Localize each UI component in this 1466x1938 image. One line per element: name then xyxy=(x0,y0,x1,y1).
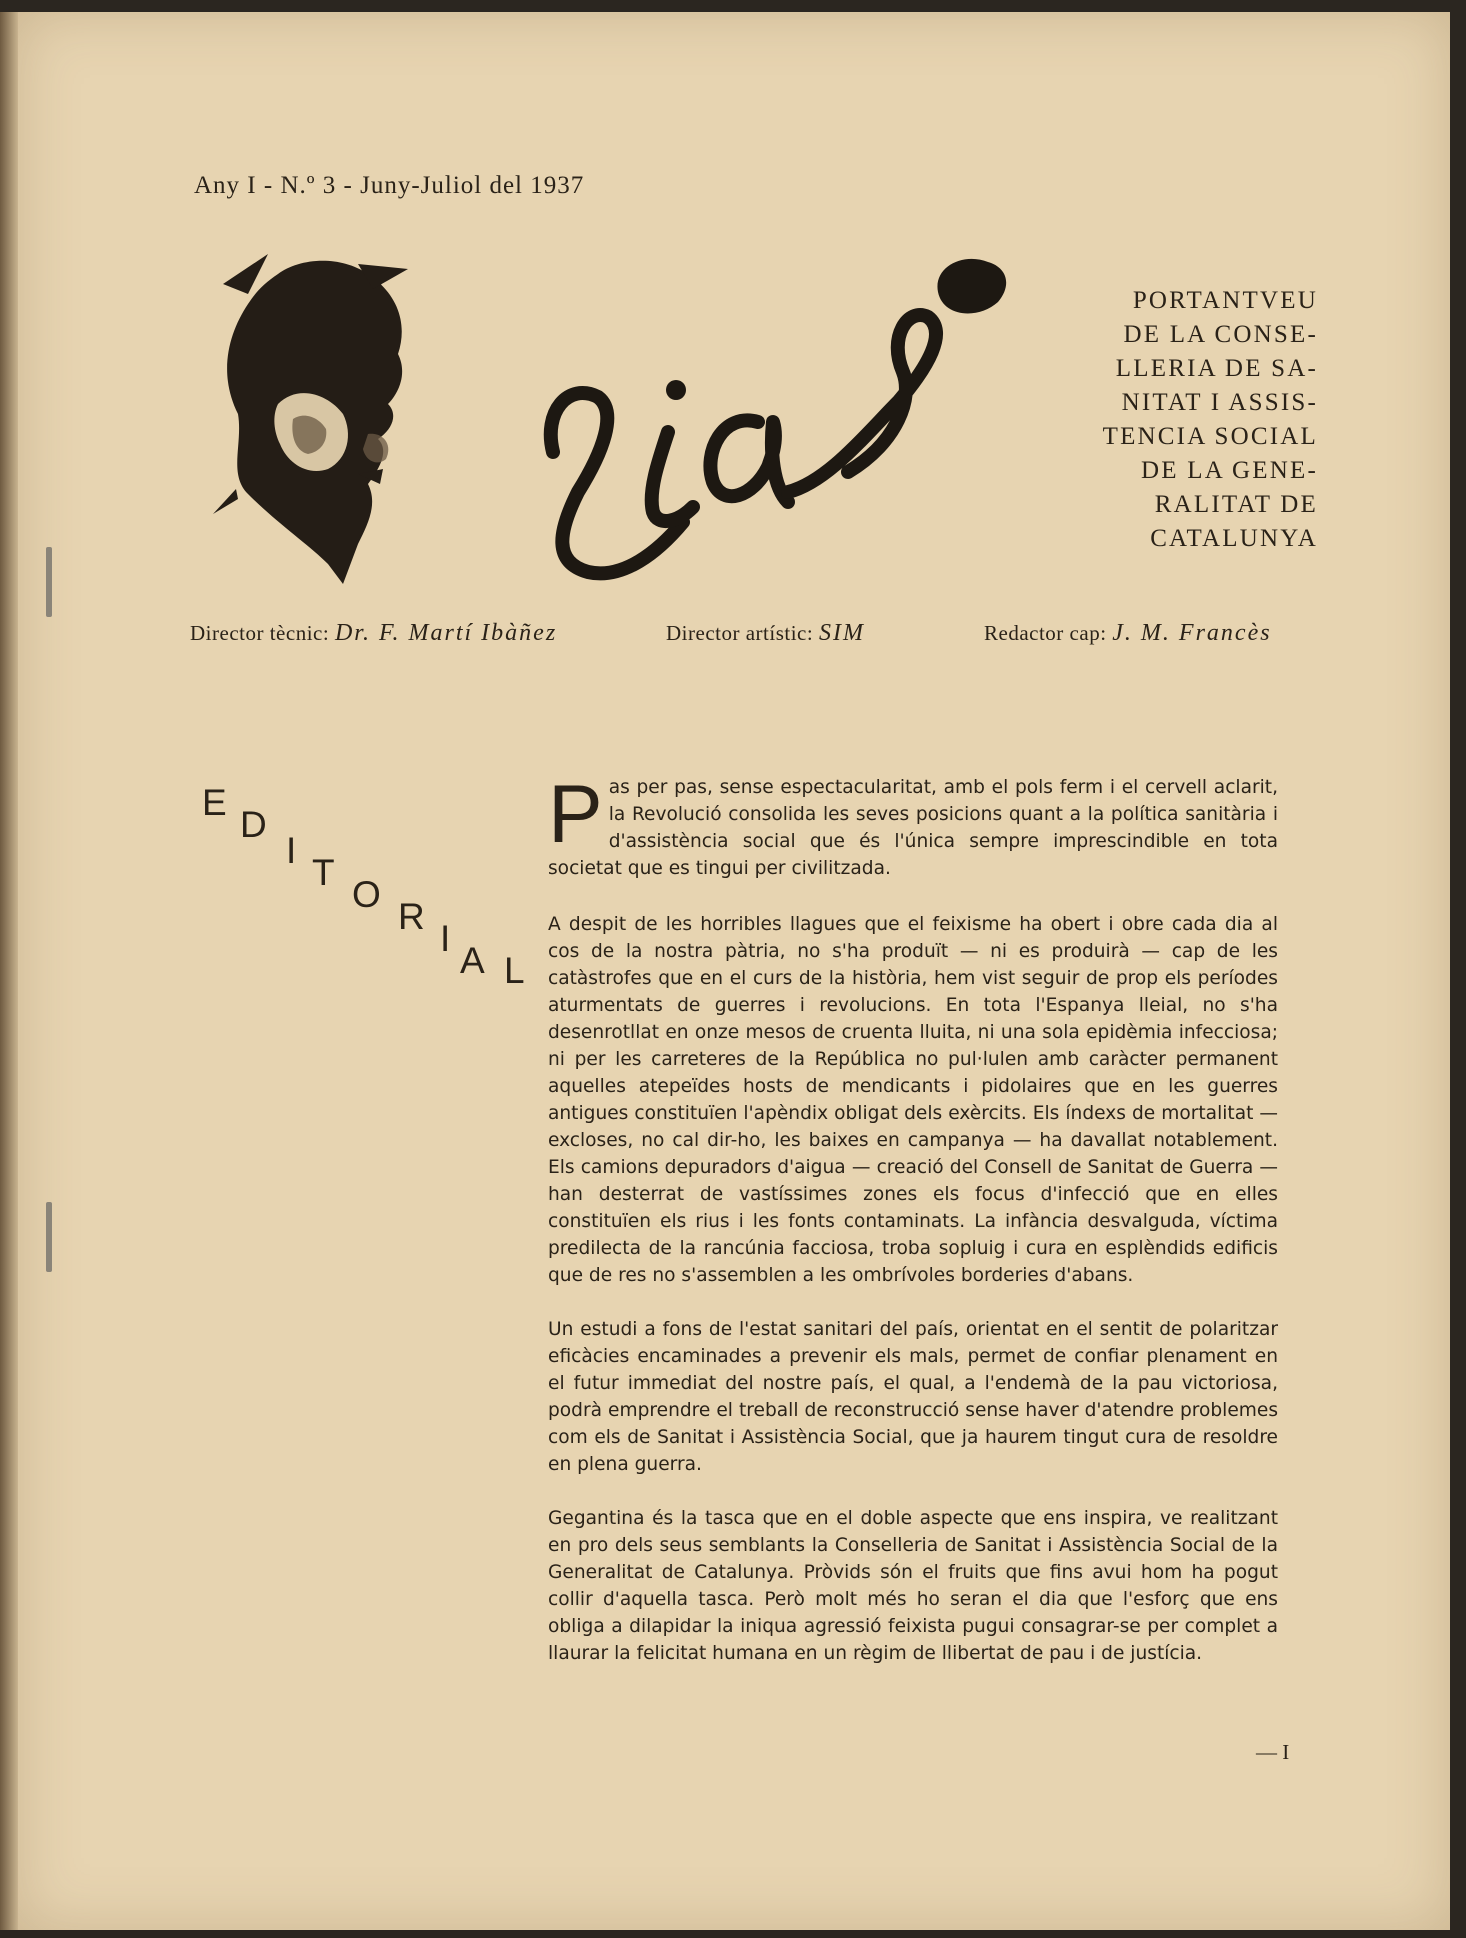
editor-label: Redactor cap: xyxy=(984,621,1107,645)
page-number: — I xyxy=(1256,1740,1290,1764)
tech-director-label: Director tècnic: xyxy=(190,621,330,645)
heading-letter: L xyxy=(504,950,525,991)
issue-line: Any I - N.º 3 - Juny-Juliol del 1937 xyxy=(194,172,585,199)
paragraph xyxy=(548,769,1278,884)
description-line: DE LA GENE- xyxy=(1141,457,1318,484)
description-line: NITAT I ASSIS- xyxy=(1121,389,1318,416)
editor-name: J. M. Francès xyxy=(1112,620,1272,646)
editorial-body xyxy=(548,769,1278,1694)
description-line: DE LA CONSE- xyxy=(1123,321,1318,348)
heading-letter: I xyxy=(286,830,297,871)
heading-letter: I xyxy=(440,918,451,959)
staple-top xyxy=(46,547,52,617)
editor-credit xyxy=(984,620,1272,647)
art-director-credit xyxy=(666,620,865,647)
art-director-label: Director artístic: xyxy=(666,621,814,645)
tech-director-name: Dr. F. Martí Ibàñez xyxy=(334,620,558,646)
page-spine xyxy=(0,12,18,1930)
description-line: LLERIA DE SA- xyxy=(1115,355,1318,382)
staple-bottom xyxy=(46,1202,52,1272)
description-line: CATALUNYA xyxy=(1150,525,1318,552)
paragraph: Un estudi a fons de l'estat sanitari del país, orientat en el sentit de polaritzar eficàcies encaminades a prevenir els mals, permet de confiar plenament en el futur immediat del nostre país, el qual, a l'endemà de la pau victoriosa, podrà emprendre el treball de reconstrucció sense haver d'atendre problemes com els de Sanitat i Assistència Social, que ja haurem tingut cura de resoldre en plena guerra. xyxy=(548,1319,1278,1475)
paragraph-text: as per pas, sense espectacularitat, amb el pols ferm i el cervell aclarit, la Revolució consolida les seves posicions quant a la política sanitària i d'assistència social que és l'única sempre imprescindible en tota societat que es tingui per civilitzada. xyxy=(548,777,1278,879)
description-line: PORTANTVEU xyxy=(1132,287,1318,314)
heading-letter: O xyxy=(352,874,381,915)
child-portrait-illustration xyxy=(208,244,518,589)
heading-letter: T xyxy=(312,852,335,893)
art-director-name: SIM xyxy=(818,620,865,646)
heading-letter: R xyxy=(398,896,425,937)
publication-description xyxy=(1078,284,1318,556)
dropcap: P xyxy=(548,769,603,860)
magazine-page xyxy=(18,12,1450,1930)
heading-letter: E xyxy=(202,782,227,823)
description-line: RALITAT DE xyxy=(1154,491,1318,518)
tech-director-credit xyxy=(190,620,557,647)
heading-letter: A xyxy=(460,940,485,981)
heading-letter: D xyxy=(240,804,267,845)
editorial-heading xyxy=(202,782,562,992)
paragraph: A despit de les horribles llagues que el feixisme ha obert i obre cada dia al cos de la nostra pàtria, no s'ha produït — ni es produirà — cap de les catàstrofes que en el curs de la història, hem vist seguir de prop els períodes aturmentats de guerres i revolucions. En tota l'Espanya lleial, no s'ha desenrotllat en onze mesos de cruenta lluita, ni una sola epidèmia infecciosa; ni per les carreteres de la República no pul·lulen amb caràcter permanent aquelles atepeïdes hosts de mendicants i pidolaires que en les guerres antigues constituïen l'apèndix obligat dels exèrcits. Els índexs de mortalitat — excloses, no cal dir-ho, les baixes en campanya — ha davallat notablement. Els camions depuradors d'aigua — creació del Consell de Sanitat de Guerra — han desterrat de vastíssimes zones els focus d'infecció que en elles constituïen els rius i les fonts contaminats. La infància desvalguda, víctima predilecta de la rancúnia facciosa, troba sopluig i cura en esplèndids edificis que de res no s'assemblen a les ombrívoles borderies d'abans. xyxy=(548,914,1278,1286)
description-line: TENCIA SOCIAL xyxy=(1102,423,1318,450)
magazine-logo xyxy=(508,222,1068,602)
paragraph: Gegantina és la tasca que en el doble aspecte que ens inspira, ve realitzant en pro dels seus semblants la Conselleria de Sanitat i Assistència Social de la Generalitat de Catalunya. Pròvids són el fruits que fins avui hom ha pogut collir d'aquella tasca. Però molt més ho seran el dia que l'esforç que ens obliga a dilapidar la iniqua agressió feixista pugui consagrar-se per complet a llaurar la felicitat humana en un règim de llibertat de pau i de justícia. xyxy=(548,1508,1278,1664)
